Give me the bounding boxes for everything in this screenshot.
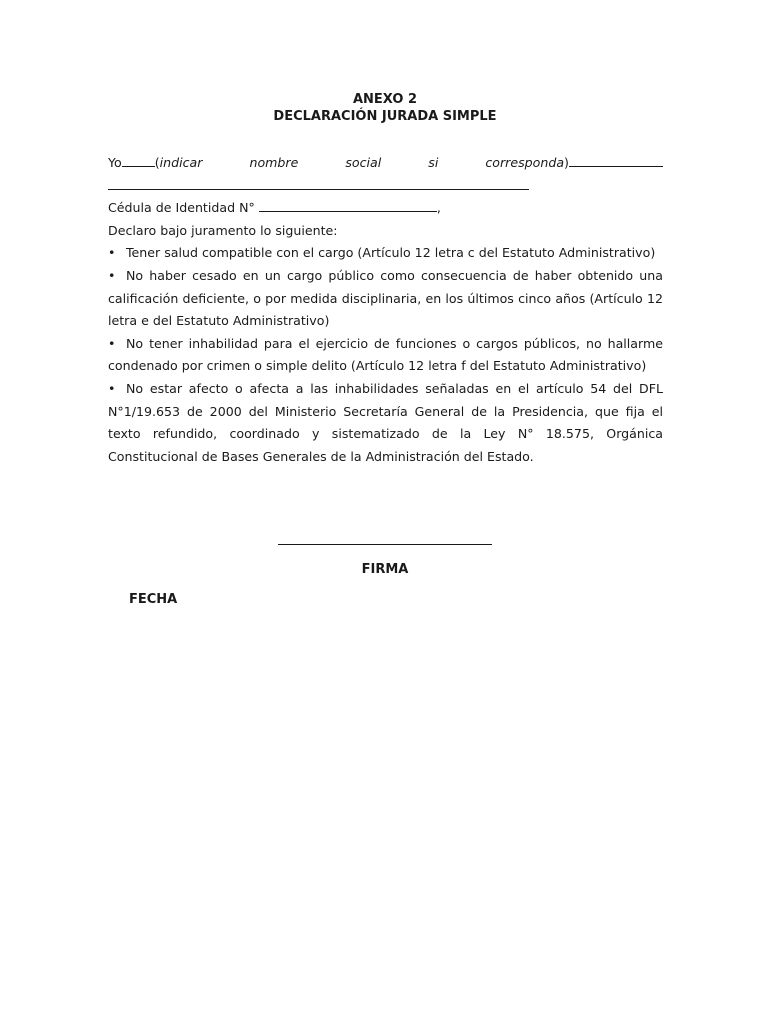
declaration-body [108,152,663,468]
paren-open: ( [154,155,160,170]
name-line-start [108,152,202,175]
bullet-text: Tener salud compatible con el cargo (Artículo 12 letra c del Estatuto Administrativo) [126,245,656,261]
cedula-line [108,197,663,220]
bullet-item [108,378,663,468]
instruction-word: si [428,155,439,170]
name-blank-long[interactable] [108,176,529,190]
bullet-item [108,333,663,378]
bullet-text: No haber cesado en un cargo público como consecuencia de haber obtenido una calificación deficiente, o por medida disciplinaria, en los últimos cinco años (Artículo 12 letra e del Estatuto Administrativo) [108,267,663,329]
instruction-word: indicar [159,155,203,170]
intro-text: Declaro bajo juramento lo siguiente: [108,222,338,238]
bullet-item [108,242,663,265]
bullet-icon: • [108,245,116,261]
yo-label: Yo [108,155,122,170]
bullet-item [108,265,663,333]
bullet-text: No estar afecto o afecta a las inhabilidades señaladas en el artículo 54 del DFL N°1/19.653 de 2000 del Ministerio Secretaría General de la Presidencia, que fija el texto refundido, coordinado y sistematizado de la Ley N° 18.575, Orgánica Constitucional de Bases Generales de la Administración del Estado. [108,380,663,464]
bullet-icon: • [108,380,116,396]
bullet-icon: • [108,335,116,351]
cedula-blank[interactable] [259,198,437,212]
signature-line[interactable] [278,544,492,545]
name-continuation-line [108,175,663,198]
name-blank-short[interactable] [122,153,155,167]
date-label: FECHA [129,592,178,607]
signature-label: FIRMA [361,562,409,577]
paren-close: ) [564,155,569,170]
instruction-word: social [345,155,382,170]
name-line [108,152,663,175]
annex-heading: ANEXO 2 [352,92,417,107]
name-blank-end[interactable] [569,153,663,167]
cedula-comma: , [436,200,441,216]
instruction-word: corresponda [485,155,565,170]
name-line-end [485,152,663,175]
instruction-word: nombre [249,155,299,170]
bullet-icon: • [108,267,116,283]
document-title: DECLARACIÓN JURADA SIMPLE [273,109,497,124]
cedula-label: Cédula de Identidad N° [108,200,255,216]
bullet-text: No tener inhabilidad para el ejercicio de funciones o cargos públicos, no hallarme condenado por crimen o simple delito (Artículo 12 letra f del Estatuto Administrativo) [108,335,663,374]
